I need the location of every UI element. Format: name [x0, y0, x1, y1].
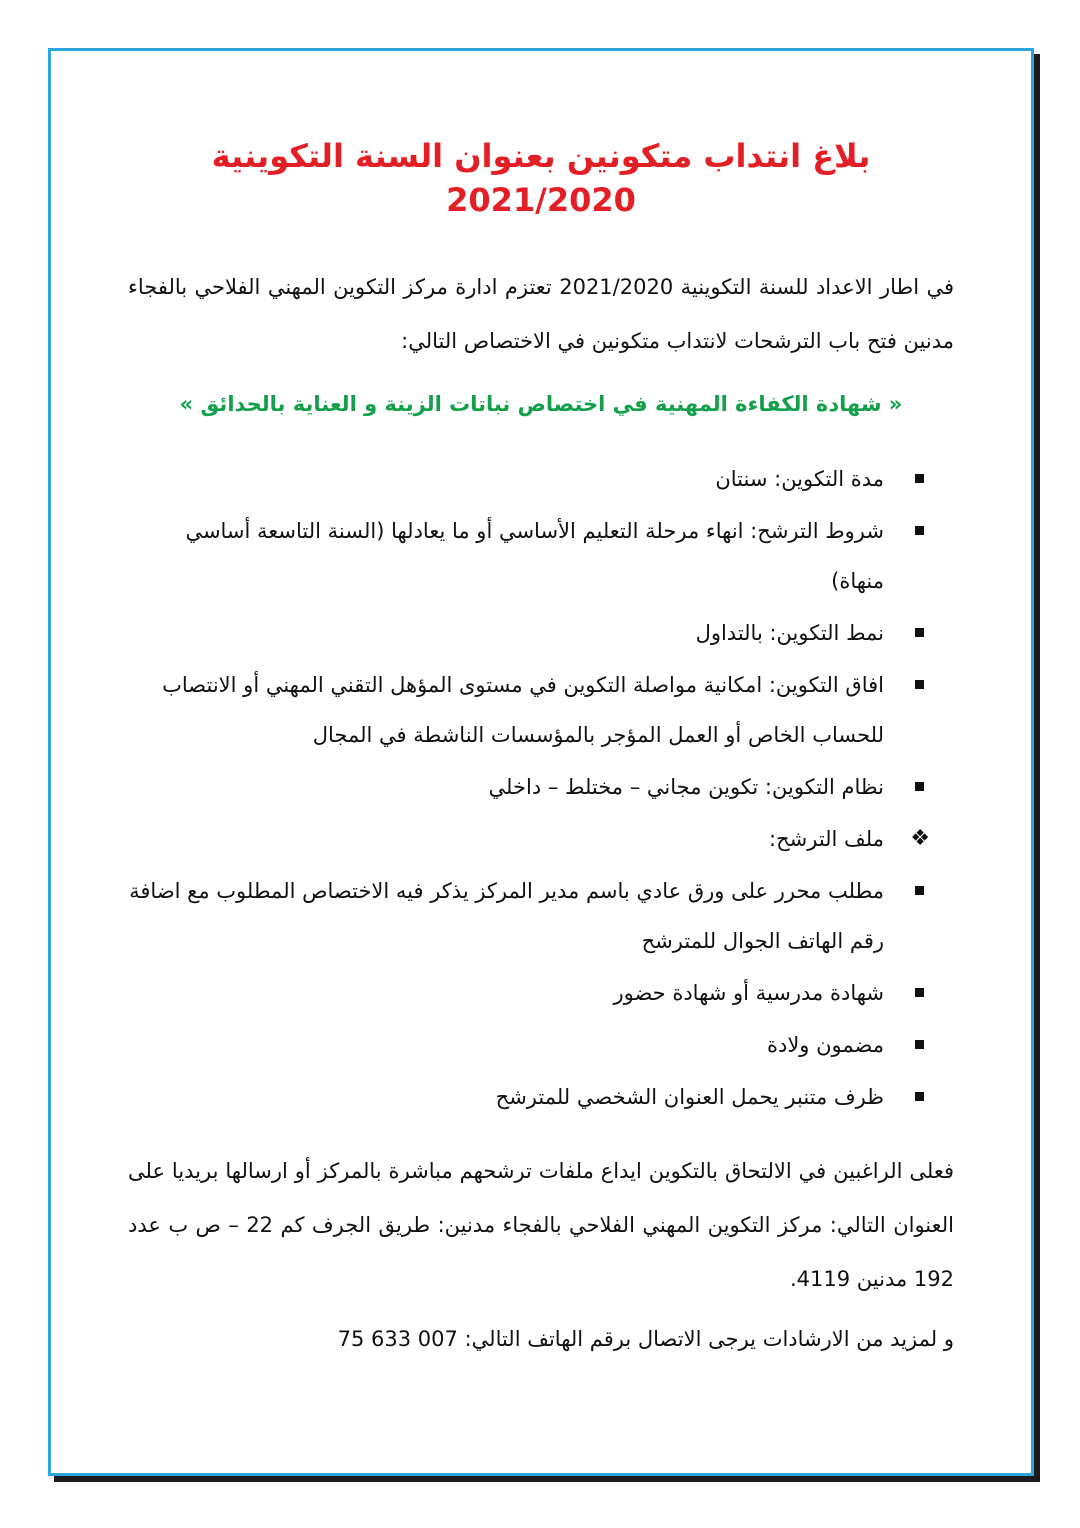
diamond-bullet-icon: ❖ — [910, 826, 930, 851]
square-bullet-icon — [915, 782, 924, 791]
list-item: مدة التكوين: سنتان — [128, 454, 954, 504]
contact-phone: 75 633 007 — [337, 1327, 458, 1351]
intro-paragraph: في اطار الاعداد للسنة التكوينية 2021/2020 تعتزم ادارة مركز التكوين المهني الفلاحي بالفجاء مدنين فتح باب الترشحات لانتداب متكونين في الاختصاص التالي: — [128, 275, 954, 353]
list-item: نمط التكوين: بالتداول — [128, 608, 954, 658]
list-item: شروط الترشح: انهاء مرحلة التعليم الأساسي أو ما يعادلها (السنة التاسعة أساسي منهاة) — [128, 506, 954, 606]
dossier-heading: ❖ ملف الترشح: — [128, 814, 954, 864]
list-item: ظرف متنبر يحمل العنوان الشخصي للمترشح — [128, 1072, 954, 1122]
training-details-list — [128, 454, 954, 812]
square-bullet-icon — [915, 680, 924, 689]
square-bullet-icon — [915, 628, 924, 637]
list-item: مضمون ولادة — [128, 1020, 954, 1070]
closing-paragraph: فعلى الراغبين في الالتحاق بالتكوين ايداع ملفات ترشحهم مباشرة بالمركز أو ارسالها بريديا على العنوان التالي: مركز التكوين المهني الفلاحي بالفجاء مدنين: طريق الجرف كم 22 – ص ب عدد 192 مدنين 4119. — [128, 1159, 954, 1291]
announcement-title: بلاغ انتداب متكونين بعنوان السنة التكوينية 2021/2020 — [211, 137, 871, 219]
list-item: نظام التكوين: تكوين مجاني – مختلط – داخلي — [128, 762, 954, 812]
square-bullet-icon — [915, 474, 924, 483]
square-bullet-icon — [915, 988, 924, 997]
list-item: شهادة مدرسية أو شهادة حضور — [128, 968, 954, 1018]
contact-text: و لمزيد من الارشادات يرجى الاتصال برقم الهاتف التالي: — [464, 1327, 954, 1351]
specialty-title: « شهادة الكفاءة المهنية في اختصاص نباتات الزينة و العناية بالحدائق » — [179, 392, 903, 416]
announcement-content — [128, 134, 954, 1387]
square-bullet-icon — [915, 886, 924, 895]
square-bullet-icon — [915, 1092, 924, 1101]
contact-line — [128, 1312, 954, 1366]
square-bullet-icon — [915, 526, 924, 535]
documents-list — [128, 866, 954, 1122]
list-item: مطلب محرر على ورق عادي باسم مدير المركز يذكر فيه الاختصاص المطلوب مع اضافة رقم الهاتف الجوال للمترشح — [128, 866, 954, 966]
list-item: افاق التكوين: امكانية مواصلة التكوين في مستوى المؤهل التقني المهني أو الانتصاب للحساب الخاص أو العمل المؤجر بالمؤسسات الناشطة في المجال — [128, 660, 954, 760]
square-bullet-icon — [915, 1040, 924, 1049]
